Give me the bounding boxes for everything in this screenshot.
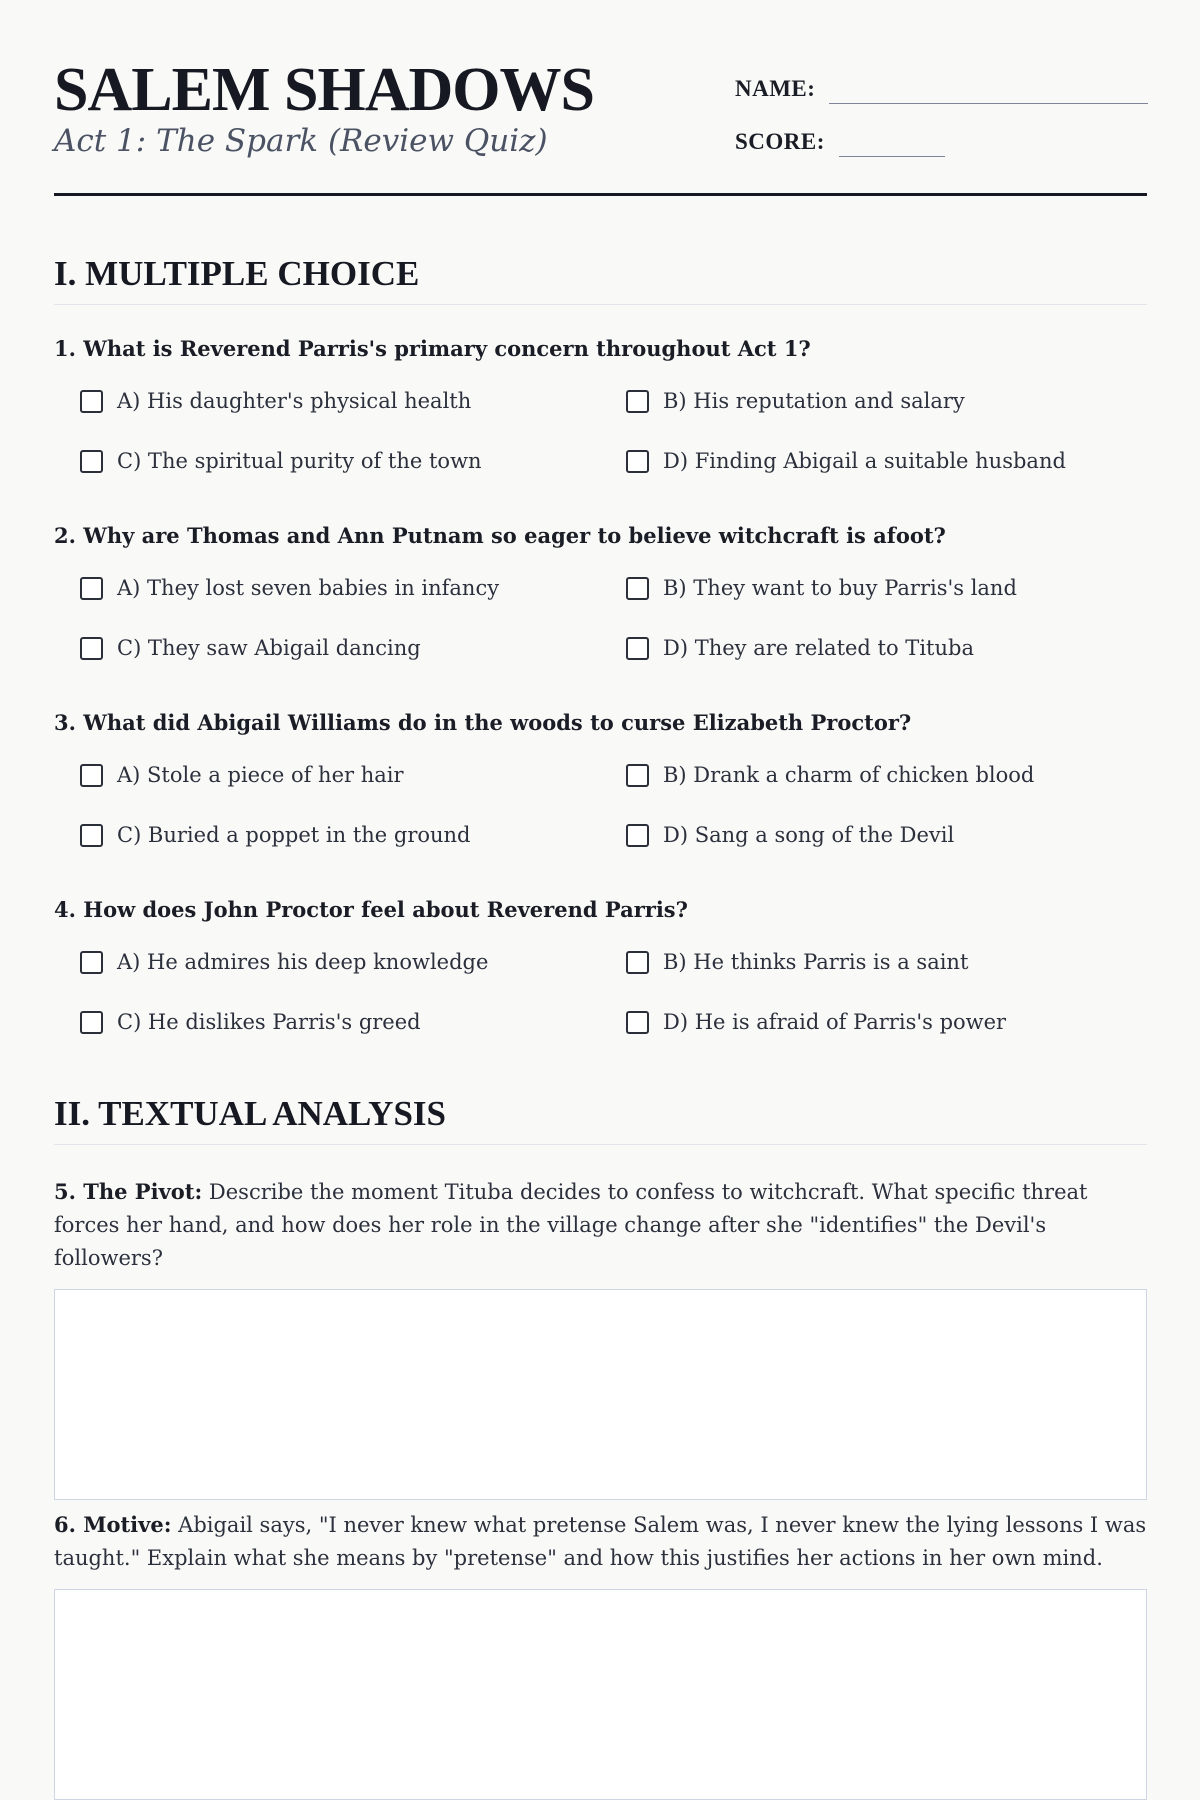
checkbox-icon[interactable]: [626, 450, 649, 473]
question-text: 2. Why are Thomas and Ann Putnam so eager to believe witchcraft is afoot?: [54, 523, 946, 548]
option-3a[interactable]: [80, 761, 404, 789]
answer-box[interactable]: [54, 1589, 1147, 1800]
answer-options: [54, 550, 1147, 670]
option-3c[interactable]: [80, 821, 471, 849]
answer-options: [54, 924, 1147, 1044]
option-2b[interactable]: [626, 574, 1017, 602]
option-label: B) Drank a charm of chicken blood: [663, 763, 1035, 787]
option-label: C) The spiritual purity of the town: [117, 449, 482, 473]
essay-prompt-label: 6. Motive:: [54, 1512, 172, 1537]
option-1d[interactable]: [626, 447, 1066, 475]
question-text: 3. What did Abigail Williams do in the woods to curse Elizabeth Proctor?: [54, 710, 912, 735]
checkbox-icon[interactable]: [80, 450, 103, 473]
checkbox-icon[interactable]: [626, 951, 649, 974]
essay-question-6: [54, 1508, 1147, 1800]
option-4a[interactable]: [80, 948, 488, 976]
option-1c[interactable]: [80, 447, 482, 475]
quiz-header: [54, 0, 1147, 196]
option-label: D) Sang a song of the Devil: [663, 823, 955, 847]
multiple-choice-section: [54, 252, 1147, 305]
option-2a[interactable]: [80, 574, 499, 602]
option-4c[interactable]: [80, 1008, 421, 1036]
option-3d[interactable]: [626, 821, 954, 849]
option-label: D) Finding Abigail a suitable husband: [663, 449, 1066, 473]
option-label: A) He admires his deep knowledge: [117, 950, 489, 974]
quiz-title: SALEM SHADOWS: [54, 56, 594, 124]
option-3b[interactable]: [626, 761, 1034, 789]
section-title-textual-analysis: II. TEXTUAL ANALYSIS: [54, 1092, 1147, 1145]
quiz-subtitle: Act 1: The Spark (Review Quiz): [54, 123, 548, 159]
section-title-multiple-choice: I. MULTIPLE CHOICE: [54, 252, 1147, 305]
option-label: C) They saw Abigail dancing: [117, 636, 421, 660]
option-label: A) They lost seven babies in infancy: [117, 576, 500, 600]
answer-box[interactable]: [54, 1289, 1147, 1500]
checkbox-icon[interactable]: [626, 764, 649, 787]
checkbox-icon[interactable]: [80, 951, 103, 974]
question-2: [54, 522, 1147, 670]
checkbox-icon[interactable]: [80, 637, 103, 660]
textual-analysis-section: [54, 1092, 1147, 1145]
option-label: A) His daughter's physical health: [117, 389, 472, 413]
score-label: SCORE:: [735, 129, 825, 154]
score-blank-line[interactable]: [839, 128, 945, 157]
name-label: NAME:: [735, 76, 816, 101]
option-label: A) Stole a piece of her hair: [117, 763, 404, 787]
quiz-page: [54, 0, 1147, 1570]
essay-prompt-text: Abigail says, "I never knew what pretense Salem was, I never knew the lying lessons I was taught." Explain what she means by "pretense" and how this justifies her actions in her own mind.: [54, 1513, 1147, 1570]
name-blank-line[interactable]: [829, 75, 1148, 104]
checkbox-icon[interactable]: [80, 764, 103, 787]
answer-options: [54, 363, 1147, 483]
checkbox-icon[interactable]: [626, 824, 649, 847]
option-2d[interactable]: [626, 634, 974, 662]
option-2c[interactable]: [80, 634, 421, 662]
name-field-row: [735, 74, 1148, 104]
option-label: C) He dislikes Parris's greed: [117, 1010, 421, 1034]
essay-question-5: [54, 1175, 1147, 1500]
answer-options: [54, 737, 1147, 857]
question-text: 1. What is Reverend Parris's primary concern throughout Act 1?: [54, 336, 811, 361]
question-3: [54, 709, 1147, 857]
option-label: B) They want to buy Parris's land: [663, 576, 1017, 600]
option-label: D) They are related to Tituba: [663, 636, 974, 660]
checkbox-icon[interactable]: [626, 637, 649, 660]
option-label: D) He is afraid of Parris's power: [663, 1010, 1007, 1034]
essay-prompt: [54, 1175, 1147, 1275]
option-4b[interactable]: [626, 948, 968, 976]
score-field-row: [735, 127, 945, 157]
question-text: 4. How does John Proctor feel about Reverend Parris?: [54, 897, 688, 922]
essay-prompt: [54, 1508, 1147, 1575]
essay-prompt-text: Describe the moment Tituba decides to confess to witchcraft. What specific threat forces her hand, and how does her role in the village change after she "identifies" the Devil's followers?: [54, 1180, 1088, 1270]
checkbox-icon[interactable]: [626, 577, 649, 600]
question-4: [54, 896, 1147, 1044]
checkbox-icon[interactable]: [626, 1011, 649, 1034]
checkbox-icon[interactable]: [80, 1011, 103, 1034]
question-1: [54, 335, 1147, 483]
checkbox-icon[interactable]: [626, 390, 649, 413]
option-label: C) Buried a poppet in the ground: [117, 823, 471, 847]
option-4d[interactable]: [626, 1008, 1006, 1036]
option-label: B) He thinks Parris is a saint: [663, 950, 969, 974]
essay-prompt-label: 5. The Pivot:: [54, 1179, 203, 1204]
option-1b[interactable]: [626, 387, 965, 415]
checkbox-icon[interactable]: [80, 577, 103, 600]
option-1a[interactable]: [80, 387, 471, 415]
option-label: B) His reputation and salary: [663, 389, 965, 413]
checkbox-icon[interactable]: [80, 824, 103, 847]
checkbox-icon[interactable]: [80, 390, 103, 413]
